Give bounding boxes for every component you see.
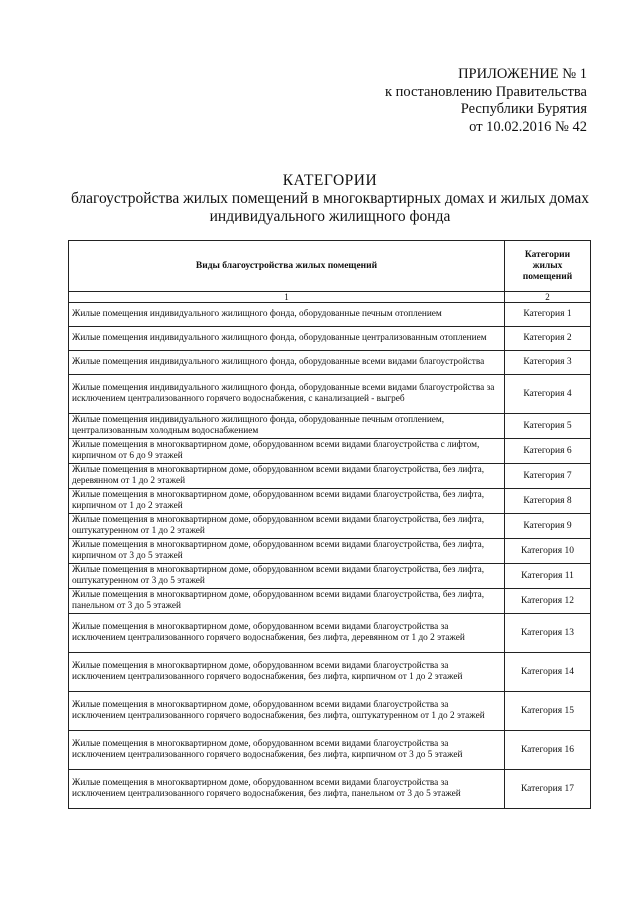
row-description: Жилые помещения в многоквартирном доме, оборудованном всеми видами благоустройства с лифтом, кирпичном от 6 до 9 этажей xyxy=(69,439,505,464)
row-category: Категория 6 xyxy=(505,439,591,464)
title-subtitle-line2: индивидуального жилищного фонда xyxy=(209,208,451,225)
table-row xyxy=(69,539,591,564)
table-row xyxy=(69,770,591,809)
column-number-1: 1 xyxy=(69,292,505,303)
row-category: Категория 14 xyxy=(505,653,591,692)
table-row xyxy=(69,589,591,614)
table-row xyxy=(69,414,591,439)
appendix-resolution-ref: к постановлению Правительства xyxy=(385,83,587,100)
table-row xyxy=(69,614,591,653)
row-description: Жилые помещения в многоквартирном доме, оборудованном всеми видами благоустройства за исключением централизованного горячего водоснабжения, без лифта, кирпичном от 1 до 2 этажей xyxy=(69,653,505,692)
row-description: Жилые помещения в многоквартирном доме, оборудованном всеми видами благоустройства за исключением централизованного горячего водоснабжения, без лифта, оштукатуренном от 1 до 2 этажей xyxy=(69,692,505,731)
row-description: Жилые помещения в многоквартирном доме, оборудованном всеми видами благоустройства, без лифта, панельном от 3 до 5 этажей xyxy=(69,589,505,614)
row-description: Жилые помещения индивидуального жилищного фонда, оборудованные печным отоплением, централизованным холодным водоснабжением xyxy=(69,414,505,439)
table-row xyxy=(69,731,591,770)
table-row xyxy=(69,327,591,351)
table-row xyxy=(69,375,591,414)
row-category: Категория 4 xyxy=(505,375,591,414)
row-category: Категория 8 xyxy=(505,489,591,514)
row-description: Жилые помещения индивидуального жилищного фонда, оборудованные всеми видами благоустройства за исключением централизованного горячего водоснабжения, с канализацией - выгреб xyxy=(69,375,505,414)
table-row xyxy=(69,692,591,731)
column-numbers-row xyxy=(69,292,591,303)
row-category: Категория 13 xyxy=(505,614,591,653)
row-description: Жилые помещения в многоквартирном доме, оборудованном всеми видами благоустройства, без лифта, кирпичном от 3 до 5 этажей xyxy=(69,539,505,564)
row-description: Жилые помещения в многоквартирном доме, оборудованном всеми видами благоустройства, без лифта, оштукатуренном от 3 до 5 этажей xyxy=(69,564,505,589)
column-number-2: 2 xyxy=(505,292,591,303)
row-description: Жилые помещения индивидуального жилищного фонда, оборудованные централизованным отоплением xyxy=(69,327,505,351)
row-category: Категория 15 xyxy=(505,692,591,731)
row-category: Категория 1 xyxy=(505,303,591,327)
row-category: Категория 11 xyxy=(505,564,591,589)
table-header-row xyxy=(69,241,591,292)
appendix-label: ПРИЛОЖЕНИЕ № 1 xyxy=(458,66,587,82)
row-category: Категория 17 xyxy=(505,770,591,809)
row-description: Жилые помещения в многоквартирном доме, оборудованном всеми видами благоустройства за исключением централизованного горячего водоснабжения, без лифта, панельном от 3 до 5 этажей xyxy=(69,770,505,809)
row-category: Категория 10 xyxy=(505,539,591,564)
row-description: Жилые помещения в многоквартирном доме, оборудованном всеми видами благоустройства за исключением централизованного горячего водоснабжения, без лифта, кирпичном от 3 до 5 этажей xyxy=(69,731,505,770)
appendix-republic: Республики Бурятия xyxy=(460,101,587,117)
row-description: Жилые помещения индивидуального жилищного фонда, оборудованные печным отоплением xyxy=(69,303,505,327)
appendix-date-number: от 10.02.2016 № 42 xyxy=(469,118,587,135)
row-category: Категория 3 xyxy=(505,351,591,375)
categories-table xyxy=(68,240,591,809)
row-category: Категория 12 xyxy=(505,589,591,614)
row-category: Категория 16 xyxy=(505,731,591,770)
title-heading: КАТЕГОРИИ xyxy=(282,172,378,189)
row-description: Жилые помещения в многоквартирном доме, оборудованном всеми видами благоустройства за исключением централизованного горячего водоснабжения, без лифта, деревянном от 1 до 2 этажей xyxy=(69,614,505,653)
row-description: Жилые помещения в многоквартирном доме, оборудованном всеми видами благоустройства, без лифта, оштукатуренном от 1 до 2 этажей xyxy=(69,514,505,539)
row-category: Категория 5 xyxy=(505,414,591,439)
table-row xyxy=(69,439,591,464)
table-row xyxy=(69,653,591,692)
table-row xyxy=(69,303,591,327)
row-category: Категория 7 xyxy=(505,464,591,489)
row-description: Жилые помещения в многоквартирном доме, оборудованном всеми видами благоустройства, без лифта, деревянном от 1 до 2 этажей xyxy=(69,464,505,489)
table-row xyxy=(69,464,591,489)
table-row xyxy=(69,351,591,375)
row-category: Категория 2 xyxy=(505,327,591,351)
table-row xyxy=(69,514,591,539)
document-title xyxy=(40,172,620,226)
row-description: Жилые помещения в многоквартирном доме, оборудованном всеми видами благоустройства, без лифта, кирпичном от 1 до 2 этажей xyxy=(69,489,505,514)
table-row xyxy=(69,564,591,589)
row-description: Жилые помещения индивидуального жилищного фонда, оборудованные всеми видами благоустройства xyxy=(69,351,505,375)
header-amenities-type: Виды благоустройства жилых помещений xyxy=(69,241,505,292)
appendix-header xyxy=(385,66,587,136)
row-category: Категория 9 xyxy=(505,514,591,539)
header-categories: Категории жилых помещений xyxy=(505,241,591,292)
table-row xyxy=(69,489,591,514)
title-subtitle-line1: благоустройства жилых помещений в многоквартирных домах и жилых домах xyxy=(70,190,590,207)
